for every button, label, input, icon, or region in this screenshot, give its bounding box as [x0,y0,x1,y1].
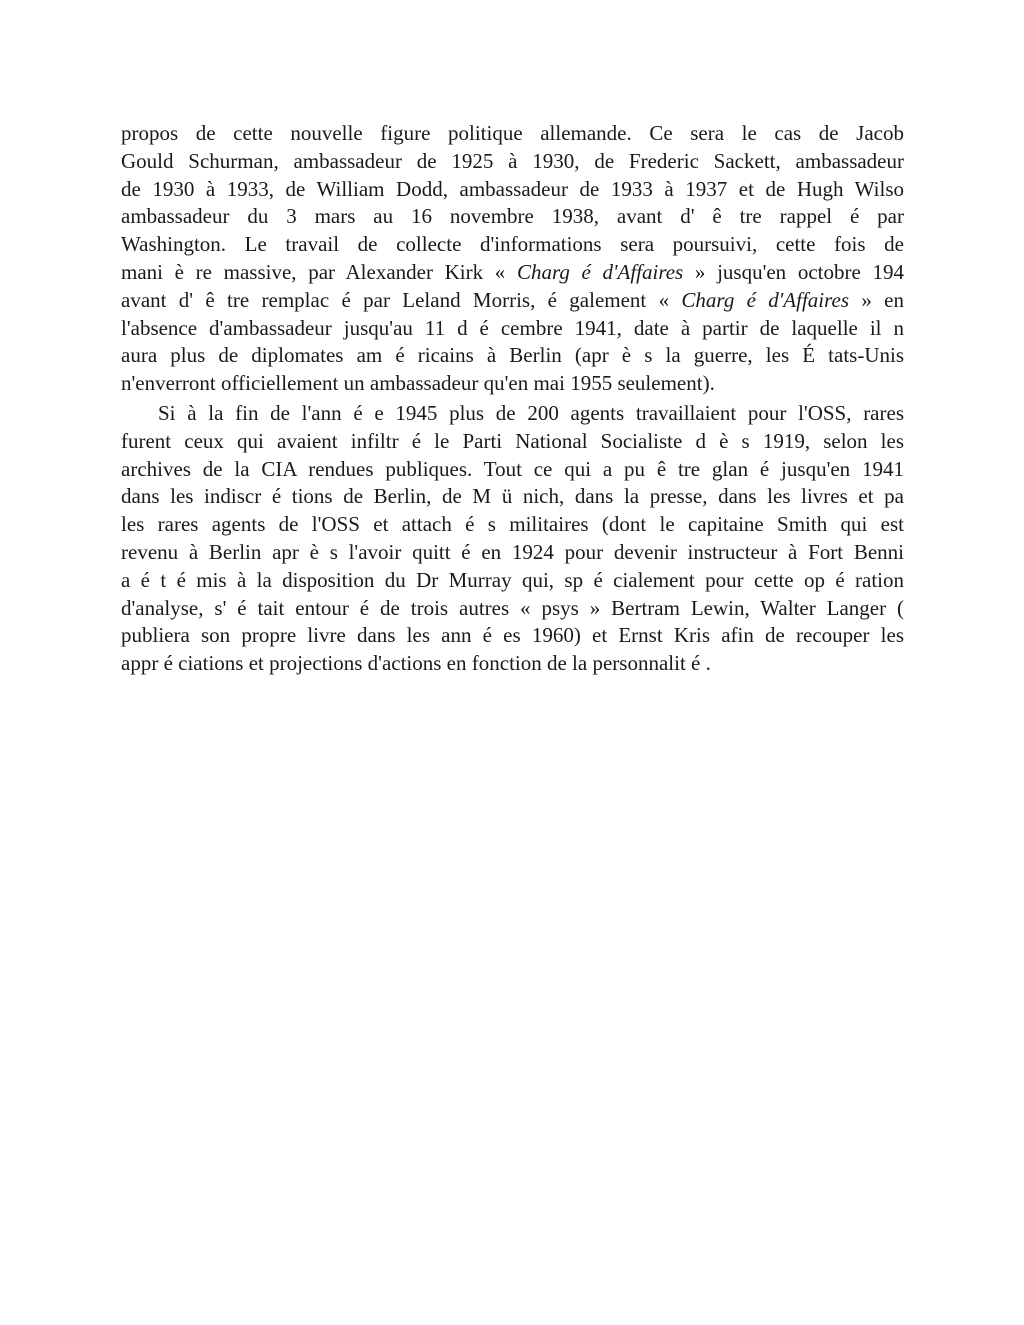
text-segment: propos de cette nouvelle figure politique allemande. Ce sera le cas de Jacob [121,121,904,145]
text-line [121,342,904,370]
text-line [121,176,904,204]
text-line [121,120,904,148]
text-line [121,483,904,511]
paragraph [121,400,904,678]
italic-text: Charg é d'Affaires [681,287,850,312]
text-line [121,287,904,315]
text-line [121,650,904,678]
text-segment: furent ceux qui avaient infiltr é le Parti National Socialiste d è s 1919, selon les [121,428,904,453]
text-segment: aura plus de diplomates am é ricains à Berlin (apr è s la guerre, les É tats-Unis [121,343,904,368]
text-segment: Gould Schurman, ambassadeur de 1925 à 1930, de Frederic Sackett, ambassadeur [121,148,904,173]
text-segment: » en [849,287,904,312]
italic-text: Charg é d'Affaires [516,259,684,284]
text-line [121,456,904,484]
text-segment: publiera son propre livre dans les ann é es 1960) et Ernst Kris afin de recouper les [121,623,904,648]
text-segment: » jusqu'en octobre 194 [683,259,904,284]
text-segment: Washington. Le travail de collecte d'informations sera poursuivi, cette fois de [121,232,904,257]
text-line [121,595,904,623]
text-line [121,622,904,650]
text-segment: mani è re massive, par Alexander Kirk « [121,259,517,284]
text-line [121,315,904,343]
text-line [121,259,904,287]
text-line [121,511,904,539]
text-line [121,231,904,259]
text-segment: de 1930 à 1933, de William Dodd, ambassadeur de 1933 à 1937 et de Hugh Wilso [121,176,904,201]
text-segment: ambassadeur du 3 mars au 16 novembre 1938, avant d' ê tre rappel é par [121,204,904,229]
text-segment: Si à la fin de l'ann é e 1945 plus de 200 agents travaillaient pour l'OSS, rares [158,400,904,425]
text-line [121,203,904,231]
text-segment: n'enverront officiellement un ambassadeur qu'en mai 1955 seulement). [121,371,715,396]
text-segment: appr é ciations et projections d'actions en fonction de la personnalit é . [121,651,711,676]
text-segment: les rares agents de l'OSS et attach é s militaires (dont le capitaine Smith qui est [121,512,904,537]
text-segment: l'absence d'ambassadeur jusqu'au 11 d é cembre 1941, date à partir de laquelle il n [121,315,904,340]
text-segment: avant d' ê tre remplac é par Leland Morris, é galement « [121,287,682,312]
body-text [121,120,904,678]
text-segment: revenu à Berlin apr è s l'avoir quitt é en 1924 pour devenir instructeur à Fort Benni [121,539,904,564]
text-line [121,539,904,567]
paragraph [121,120,904,398]
text-line [121,400,904,428]
text-line [121,567,904,595]
text-segment: a é t é mis à la disposition du Dr Murray qui, sp é cialement pour cette op é ration [121,567,904,592]
text-line [121,370,904,398]
text-segment: dans les indiscr é tions de Berlin, de M ü nich, dans la presse, dans les livres et pa [121,484,904,509]
text-line [121,148,904,176]
text-segment: archives de la CIA rendues publiques. Tout ce qui a pu ê tre glan é jusqu'en 1941 [121,456,904,481]
text-line [121,428,904,456]
text-segment: d'analyse, s' é tait entour é de trois autres « psys » Bertram Lewin, Walter Langer ( [121,595,904,620]
